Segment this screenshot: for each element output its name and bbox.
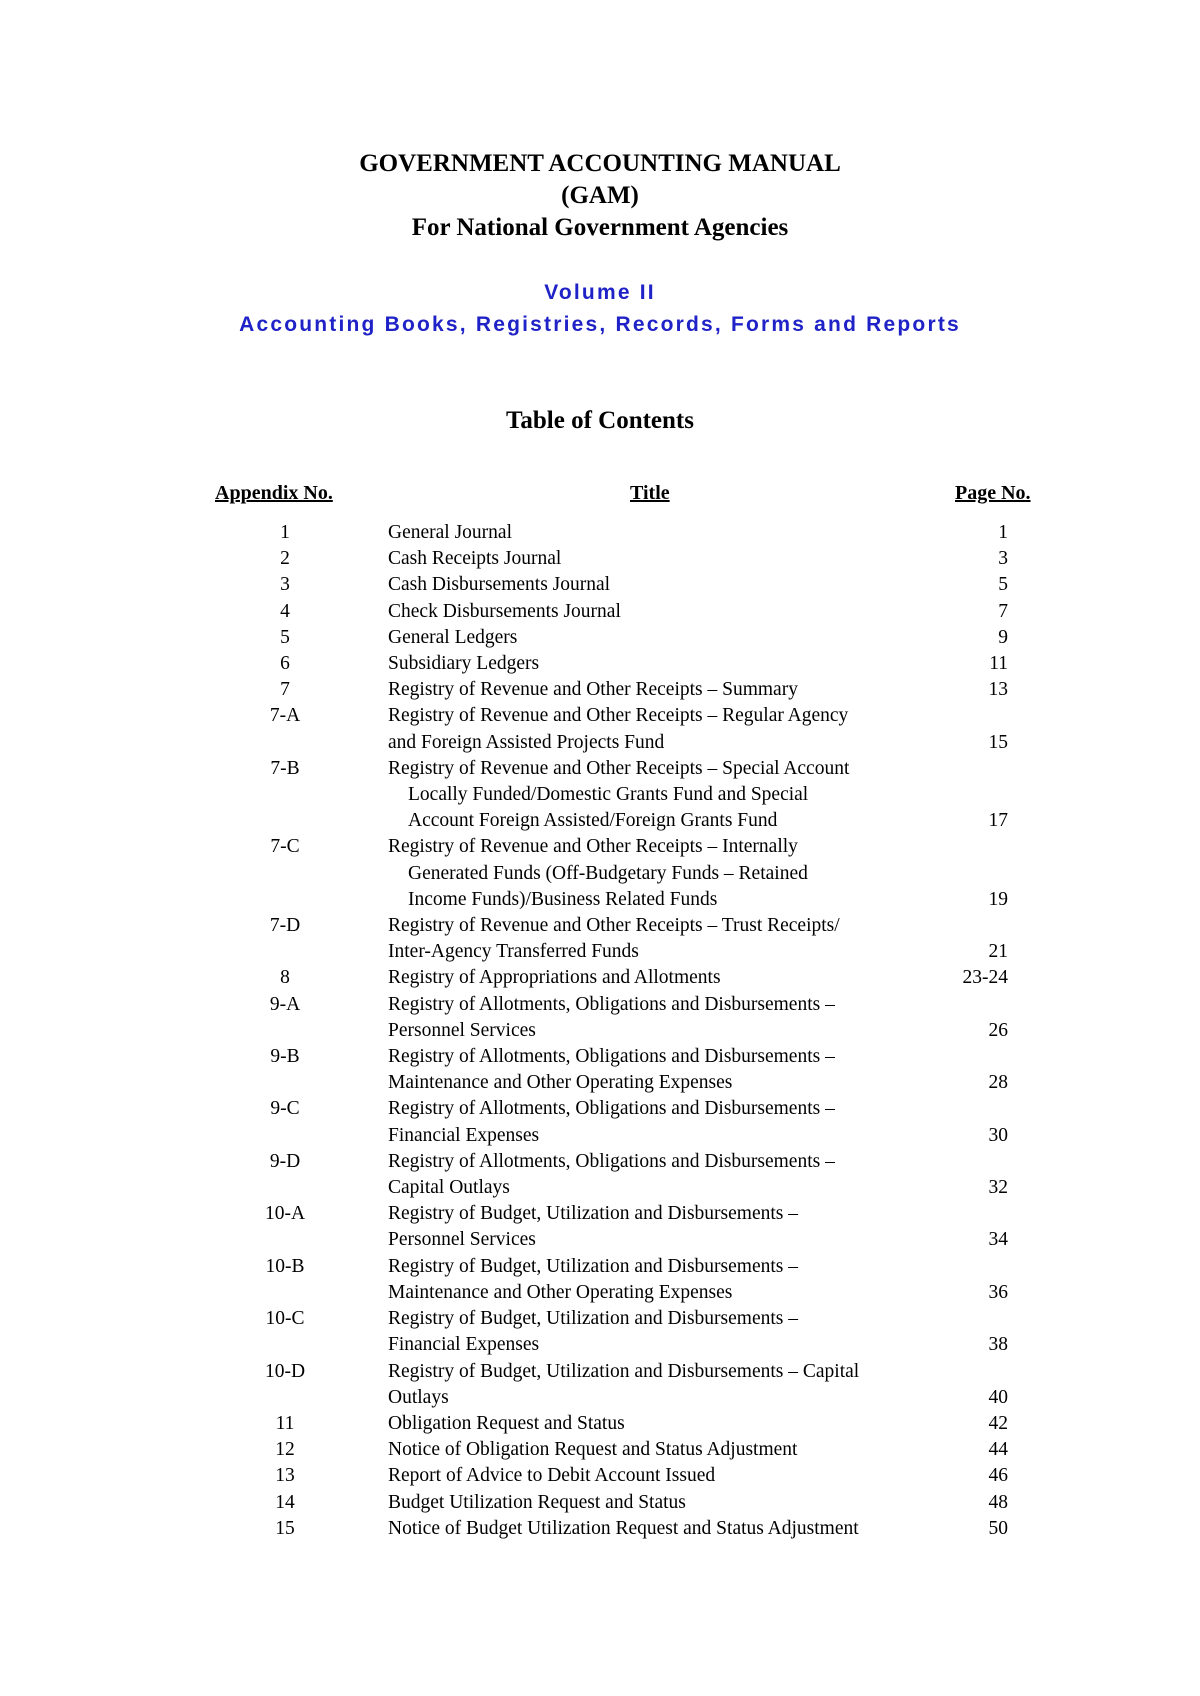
appendix-number: 13 — [275, 1465, 295, 1487]
toc-row — [0, 1254, 1200, 1306]
toc-row — [0, 1096, 1200, 1148]
page-number: 15 — [988, 731, 1008, 753]
column-header-page: Page No. — [955, 482, 1031, 504]
entry-title — [388, 965, 928, 991]
entry-title-line: Personnel Services — [388, 1229, 536, 1251]
appendix-number: 6 — [280, 653, 290, 675]
entry-title-line: Registry of Revenue and Other Receipts – Regular Agency — [388, 705, 849, 727]
manual-title: GOVERNMENT ACCOUNTING MANUAL — [359, 150, 841, 177]
entry-title-line: Notice of Budget Utilization Request and Status Adjustment — [388, 1517, 859, 1539]
appendix-number: 2 — [280, 548, 290, 570]
entry-title — [388, 834, 928, 913]
entry-title — [388, 1096, 928, 1148]
entry-title-line: Registry of Revenue and Other Receipts – Summary — [388, 679, 798, 701]
appendix-number: 10-A — [264, 1203, 306, 1225]
entry-title — [388, 913, 928, 965]
page-number: 7 — [998, 600, 1008, 622]
appendix-number: 5 — [280, 626, 290, 648]
toc-row — [0, 520, 1200, 546]
toc-row — [0, 1149, 1200, 1201]
appendix-number: 9-B — [270, 1046, 300, 1068]
entry-title-line: Check Disbursements Journal — [388, 600, 621, 622]
page-number: 30 — [988, 1124, 1008, 1146]
toc-row — [0, 1411, 1200, 1437]
page-number: 32 — [988, 1177, 1008, 1199]
entry-title-line: Notice of Obligation Request and Status Adjustment — [388, 1439, 798, 1461]
toc-row — [0, 1306, 1200, 1358]
volume-subtitle: Accounting Books, Registries, Records, Forms and Reports — [239, 313, 961, 336]
entry-title — [388, 1463, 928, 1489]
entry-title-line: Report of Advice to Debit Account Issued — [388, 1465, 716, 1487]
entry-title-line: Registry of Allotments, Obligations and Disbursements – — [388, 993, 835, 1015]
entry-title — [388, 1306, 928, 1358]
page-number: 46 — [988, 1465, 1008, 1487]
appendix-number: 15 — [275, 1517, 295, 1539]
page-number: 28 — [988, 1072, 1008, 1094]
toc-row — [0, 1437, 1200, 1463]
page-number: 13 — [988, 679, 1008, 701]
appendix-number: 10-C — [265, 1308, 305, 1330]
toc-row — [0, 965, 1200, 991]
entry-title-line: Cash Disbursements Journal — [388, 574, 611, 596]
entry-title-line: Income Funds)/Business Related Funds — [408, 888, 718, 910]
entry-title-line: Maintenance and Other Operating Expenses — [388, 1281, 733, 1303]
toc-row — [0, 546, 1200, 572]
entry-title-line: Registry of Revenue and Other Receipts – Special Account — [388, 757, 850, 779]
entry-title-line: Registry of Appropriations and Allotments — [388, 967, 721, 989]
toc-row — [0, 1463, 1200, 1489]
entry-title-line: Registry of Budget, Utilization and Disbursements – Capital — [388, 1360, 860, 1382]
entry-title-line: Registry of Budget, Utilization and Disbursements – — [388, 1203, 798, 1225]
entry-title-line: Registry of Budget, Utilization and Disbursements – — [388, 1308, 798, 1330]
entry-title-line: Account Foreign Assisted/Foreign Grants Fund — [408, 810, 778, 832]
manual-abbreviation: (GAM) — [561, 182, 639, 209]
toc-row — [0, 599, 1200, 625]
column-header-appendix: Appendix No. — [215, 482, 333, 504]
entry-title-line: General Journal — [388, 522, 512, 543]
entry-title — [388, 677, 928, 703]
appendix-number: 1 — [280, 522, 290, 543]
appendix-number: 10-D — [264, 1360, 306, 1382]
page-number: 3 — [998, 548, 1008, 570]
appendix-number: 7-C — [270, 836, 300, 858]
appendix-number: 9-C — [270, 1098, 300, 1120]
page-number: 5 — [998, 574, 1008, 596]
entry-title-line: Financial Expenses — [388, 1334, 540, 1356]
entry-title — [388, 1044, 928, 1096]
entry-title — [388, 1411, 928, 1437]
appendix-number: 3 — [280, 574, 290, 596]
entry-title-line: Subsidiary Ledgers — [388, 653, 540, 675]
entry-title — [388, 520, 928, 546]
entry-title-line: Maintenance and Other Operating Expenses — [388, 1072, 733, 1094]
entry-title — [388, 992, 928, 1044]
entry-title-line: Registry of Revenue and Other Receipts – Trust Receipts/ — [388, 915, 840, 937]
entry-title-line: Personnel Services — [388, 1019, 536, 1041]
entry-title-line: Cash Receipts Journal — [388, 548, 562, 570]
entry-title-line: Inter-Agency Transferred Funds — [388, 941, 639, 963]
entry-title — [388, 1490, 928, 1516]
page-number: 19 — [988, 888, 1008, 910]
page-number: 23-24 — [962, 967, 1008, 989]
page-number: 44 — [988, 1439, 1008, 1461]
entry-title-line: Registry of Allotments, Obligations and Disbursements – — [388, 1046, 835, 1068]
entry-title — [388, 1437, 928, 1463]
page-number: 26 — [988, 1019, 1008, 1041]
page-number: 38 — [988, 1334, 1008, 1356]
appendix-number: 11 — [275, 1412, 295, 1434]
entry-title-line: Financial Expenses — [388, 1124, 540, 1146]
appendix-number: 7-A — [269, 705, 301, 727]
page-number: 40 — [988, 1386, 1008, 1408]
manual-audience: For National Government Agencies — [411, 214, 789, 241]
entry-title — [388, 1201, 928, 1253]
entry-title-line: General Ledgers — [388, 626, 518, 648]
toc-row — [0, 677, 1200, 703]
entry-title — [388, 625, 928, 651]
volume-label: Volume II — [544, 281, 656, 304]
entry-title-line: Locally Funded/Domestic Grants Fund and Special — [408, 784, 809, 806]
appendix-number: 8 — [280, 967, 290, 989]
toc-heading: Table of Contents — [506, 407, 694, 434]
entry-title-line: Budget Utilization Request and Status — [388, 1491, 686, 1513]
page-number: 9 — [998, 626, 1008, 648]
page-number: 11 — [989, 653, 1008, 675]
page-number: 34 — [988, 1229, 1008, 1251]
entry-title-line: Registry of Allotments, Obligations and Disbursements – — [388, 1098, 835, 1120]
appendix-number: 7 — [280, 679, 290, 701]
entry-title-line: Outlays — [388, 1386, 449, 1408]
page-number: 50 — [988, 1517, 1008, 1539]
entry-title — [388, 546, 928, 572]
entry-title-line: Obligation Request and Status — [388, 1412, 625, 1434]
entry-title — [388, 1149, 928, 1201]
entry-title-line: Capital Outlays — [388, 1177, 510, 1199]
page-number: 36 — [988, 1281, 1008, 1303]
entry-title — [388, 599, 928, 625]
toc-row — [0, 1044, 1200, 1096]
entry-title-line: Registry of Allotments, Obligations and Disbursements – — [388, 1150, 835, 1172]
entry-title — [388, 1359, 928, 1411]
toc-row — [0, 913, 1200, 965]
entry-title-line: and Foreign Assisted Projects Fund — [388, 731, 665, 753]
page-number: 21 — [988, 941, 1008, 963]
entry-title — [388, 703, 928, 755]
toc-row — [0, 651, 1200, 677]
entry-title-line: Generated Funds (Off-Budgetary Funds – Retained — [408, 862, 808, 884]
appendix-number: 9-A — [269, 993, 301, 1015]
entry-title — [388, 651, 928, 677]
page-number: 48 — [988, 1491, 1008, 1513]
appendix-number: 7-B — [270, 757, 300, 779]
page-number: 17 — [988, 810, 1008, 832]
toc-row — [0, 992, 1200, 1044]
appendix-number: 7-D — [269, 915, 301, 937]
entry-title — [388, 756, 928, 835]
entry-title — [388, 572, 928, 598]
toc-row — [0, 572, 1200, 598]
toc-row — [0, 756, 1200, 835]
appendix-number: 9-D — [269, 1150, 301, 1172]
entry-title — [388, 1516, 928, 1542]
appendix-number: 10-B — [265, 1255, 305, 1277]
toc-row — [0, 625, 1200, 651]
toc-list — [0, 520, 1200, 1542]
appendix-number: 14 — [275, 1491, 295, 1513]
toc-row — [0, 1516, 1200, 1542]
appendix-number: 12 — [275, 1439, 295, 1461]
page-number: 1 — [998, 522, 1008, 543]
toc-row — [0, 1490, 1200, 1516]
toc-row — [0, 1201, 1200, 1253]
entry-title-line: Registry of Revenue and Other Receipts – Internally — [388, 836, 798, 858]
toc-row — [0, 834, 1200, 913]
toc-row — [0, 1359, 1200, 1411]
page-number: 42 — [988, 1412, 1008, 1434]
appendix-number: 4 — [280, 600, 290, 622]
toc-row — [0, 703, 1200, 755]
column-header-title: Title — [630, 482, 670, 504]
entry-title — [388, 1254, 928, 1306]
entry-title-line: Registry of Budget, Utilization and Disbursements – — [388, 1255, 798, 1277]
